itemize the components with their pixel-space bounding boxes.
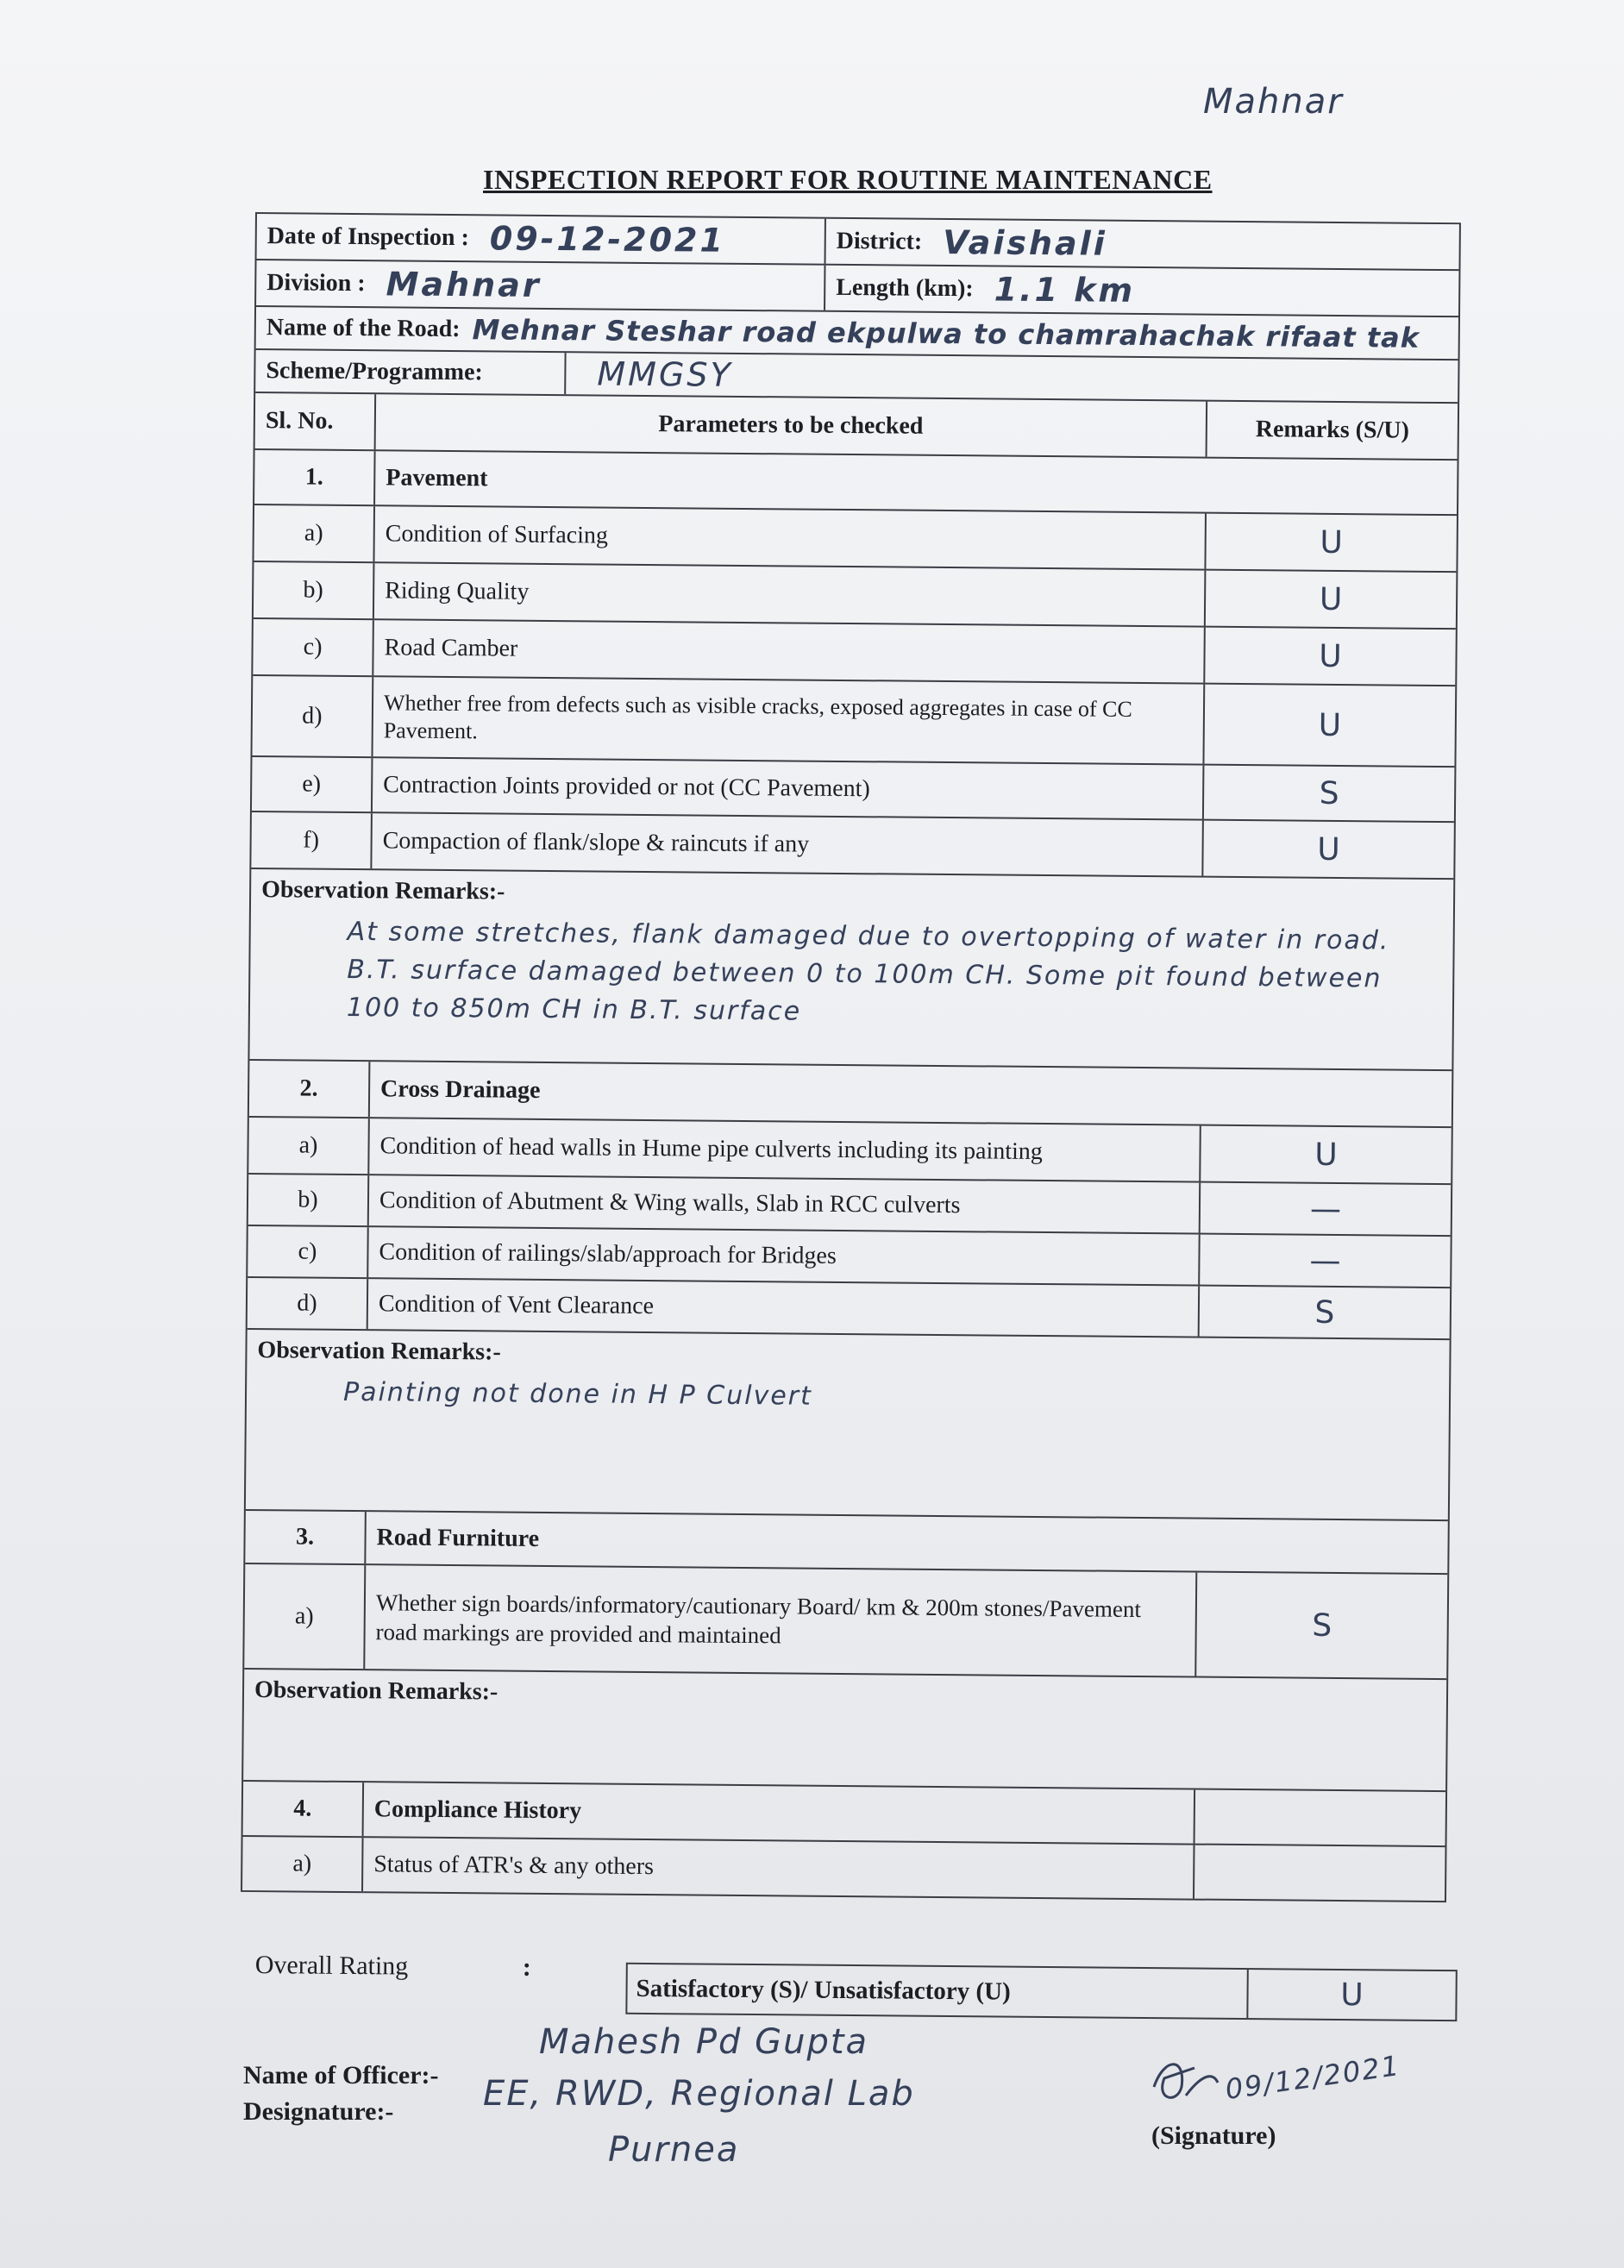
- section-title: Compliance History: [364, 1782, 1196, 1843]
- observation-label: Observation Remarks:-: [254, 1676, 498, 1706]
- division-label: Division :: [266, 269, 366, 298]
- item-text: Condition of Abutment & Wing walls, Slab in RCC culverts: [369, 1175, 1201, 1232]
- officer-desig-value-2: Purnea: [608, 2130, 740, 2170]
- item-row: [248, 1118, 1452, 1185]
- report-title: INSPECTION REPORT FOR ROUTINE MAINTENANCE: [483, 164, 1213, 195]
- item-sl: a): [248, 1118, 370, 1174]
- item-row: [252, 757, 1455, 823]
- date-value: 09-12-2021: [489, 219, 726, 260]
- item-text: Condition of head walls in Hume pipe culverts including its painting: [369, 1118, 1201, 1181]
- district-label: District:: [836, 227, 923, 255]
- scheme-value: MMGSY: [597, 354, 733, 394]
- item-remark: S: [1319, 775, 1339, 811]
- item-remark: U: [1319, 581, 1343, 617]
- item-sl: f): [251, 812, 373, 868]
- item-text: Condition of railings/slab/approach for Bridges: [368, 1227, 1200, 1284]
- item-remark: —: [1309, 1243, 1341, 1279]
- item-remark: [1194, 1845, 1445, 1901]
- section-title: Road Furniture: [376, 1524, 540, 1552]
- section-title: Pavement: [386, 464, 488, 492]
- scheme-label-cell: [255, 350, 566, 394]
- section-title: Cross Drainage: [379, 1075, 541, 1104]
- section-no: 4.: [243, 1782, 365, 1836]
- length-cell: [825, 266, 1458, 316]
- overall-value: U: [1340, 1977, 1364, 2013]
- observation-box: [249, 869, 1453, 1069]
- section-row: [254, 450, 1458, 516]
- officer-name-value: Mahesh Pd Gupta: [539, 2022, 869, 2062]
- overall-colon: :: [522, 1952, 531, 1982]
- col-sl: Sl. No.: [255, 393, 377, 449]
- observation-row: [243, 1670, 1446, 1792]
- item-sl: c): [248, 1226, 369, 1277]
- observation-row: [249, 869, 1453, 1071]
- section-row: [243, 1782, 1446, 1847]
- item-sl: b): [248, 1175, 370, 1225]
- officer-name-label: Name of Officer:-: [243, 2061, 439, 2089]
- section-row: [249, 1061, 1452, 1128]
- scheme-label: Scheme/Programme:: [266, 357, 483, 386]
- observation-box: [246, 1330, 1450, 1519]
- observation-box: [243, 1670, 1446, 1790]
- item-sl: b): [254, 562, 375, 618]
- item-text: Riding Quality: [374, 563, 1207, 625]
- observation-text: At some stretches, flank damaged due to overtopping of water in road. B.T. surface damaged between 0 to 100m CH. Some pit found between 100 to 850m CH in B.T. surface: [346, 916, 1390, 1027]
- officer-desig-label: Designature:-: [243, 2097, 394, 2126]
- signature-label: (Signature): [1151, 2121, 1276, 2150]
- item-remark: U: [1314, 1137, 1338, 1173]
- item-remark: U: [1319, 638, 1342, 674]
- item-sl: d): [253, 676, 374, 756]
- item-sl: a): [244, 1564, 366, 1669]
- item-remark: U: [1317, 831, 1340, 868]
- item-text: Condition of Surfacing: [374, 506, 1207, 568]
- item-text: Contraction Joints provided or not (CC Pavement): [373, 758, 1205, 818]
- observation-label: Observation Remarks:-: [261, 876, 505, 905]
- item-text: Whether sign boards/informatory/cautionary Board/ km & 200m stones/Pavement road markings are provided and maintained: [365, 1565, 1197, 1676]
- item-remark: S: [1312, 1607, 1332, 1644]
- length-label: Length (km):: [836, 273, 974, 303]
- item-text: Road Camber: [373, 620, 1206, 682]
- col-remarks: Remarks (S/U): [1255, 416, 1410, 444]
- length-value: 1.1 km: [994, 270, 1136, 310]
- district-cell: [826, 219, 1459, 269]
- item-row: [242, 1837, 1445, 1901]
- corner-note: Mahnar: [1203, 82, 1344, 122]
- column-header-row: [255, 393, 1458, 460]
- item-remark: U: [1320, 524, 1344, 561]
- item-row: [254, 562, 1457, 630]
- item-sl: e): [252, 757, 373, 811]
- item-sl: a): [254, 505, 375, 561]
- item-row: [253, 619, 1456, 686]
- item-row: [254, 505, 1457, 573]
- officer-desig-value: EE, RWD, Regional Lab: [483, 2074, 915, 2114]
- item-text: Compaction of flank/slope & raincuts if any: [372, 813, 1204, 875]
- signature-scrawl-icon: [1147, 2052, 1225, 2113]
- district-value: Vaishali: [943, 222, 1107, 263]
- signature-date: 09/12/2021: [1223, 2048, 1403, 2107]
- division-cell: [256, 260, 825, 310]
- scheme-value-cell: [566, 353, 1458, 402]
- item-row: [252, 676, 1455, 767]
- observation-text: [254, 1713, 1436, 1723]
- observation-row: [246, 1330, 1450, 1521]
- item-row: [251, 812, 1454, 880]
- overall-scale: Satisfactory (S)/ Unsatisfactory (U): [627, 1964, 1248, 2018]
- section-no: 2.: [249, 1061, 371, 1117]
- overall-box: [625, 1963, 1457, 2021]
- col-param: Parameters to be checked: [376, 394, 1208, 456]
- item-row: [244, 1564, 1447, 1680]
- section-no: 1.: [254, 450, 376, 504]
- date-cell: [257, 214, 826, 264]
- item-text: Status of ATR's & any others: [363, 1838, 1195, 1898]
- section-no: 3.: [245, 1511, 367, 1563]
- road-value: Mehnar Steshar road ekpulwa to chamrahachak rifaat tak: [472, 313, 1420, 354]
- item-sl: c): [253, 619, 374, 675]
- item-sl: d): [248, 1278, 369, 1329]
- item-remark-empty: [1195, 1790, 1446, 1846]
- item-remark: U: [1318, 707, 1342, 743]
- date-label: Date of Inspection :: [266, 222, 469, 252]
- item-remark: —: [1309, 1191, 1342, 1227]
- item-remark: S: [1314, 1294, 1335, 1331]
- observation-label: Observation Remarks:-: [257, 1337, 501, 1366]
- inspection-form: [241, 212, 1461, 1902]
- road-label: Name of the Road:: [266, 314, 461, 343]
- division-value: Mahnar: [386, 265, 542, 304]
- item-text: Condition of Vent Clearance: [368, 1279, 1200, 1336]
- overall-rating: [254, 1947, 1458, 2018]
- overall-label: Overall Rating: [254, 1950, 409, 1981]
- observation-text: Painting not done in H P Culvert: [342, 1376, 812, 1412]
- item-text: Whether free from defects such as visible cracks, exposed aggregates in case of CC Pavement.: [373, 677, 1205, 763]
- item-sl: a): [242, 1837, 364, 1891]
